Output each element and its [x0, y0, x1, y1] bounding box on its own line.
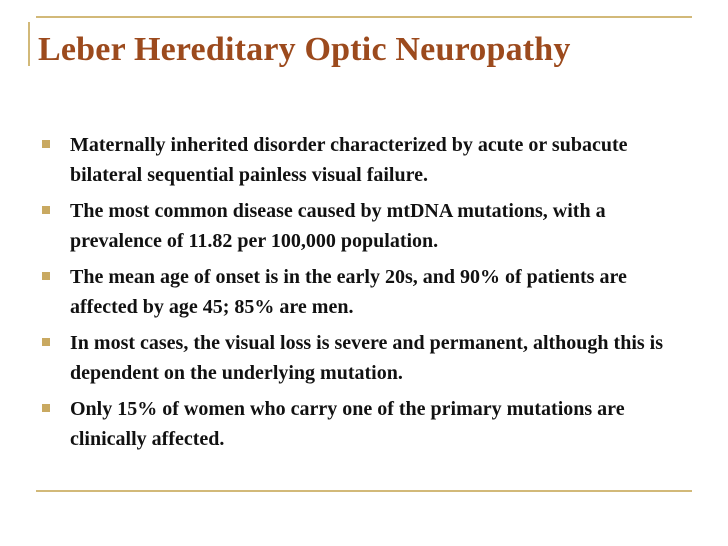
bullet-text: In most cases, the visual loss is severe and permanent, although this is dependent on the underlying mutation.	[70, 332, 664, 384]
bullet-item	[40, 130, 680, 190]
square-bullet-icon	[42, 338, 50, 346]
slide-title: Leber Hereditary Optic Neuropathy	[38, 31, 571, 68]
bullet-item	[40, 262, 680, 322]
bullet-text: Maternally inherited disorder characterized by acute or subacute bilateral sequential painless visual failure.	[70, 134, 628, 186]
bottom-rule	[36, 490, 692, 492]
bullet-text: Only 15% of women who carry one of the primary mutations are clinically affected.	[70, 398, 625, 450]
bullet-item	[40, 196, 680, 256]
bullet-list	[40, 130, 680, 460]
left-rule	[28, 22, 30, 66]
bullet-item	[40, 328, 680, 388]
square-bullet-icon	[42, 404, 50, 412]
bullet-item	[40, 394, 680, 454]
bullet-text: The mean age of onset is in the early 20s, and 90% of patients are affected by age 45; 85% are men.	[70, 266, 627, 318]
square-bullet-icon	[42, 140, 50, 148]
top-rule	[36, 16, 692, 18]
bullet-text: The most common disease caused by mtDNA mutations, with a prevalence of 11.82 per 100,000 population.	[70, 200, 606, 252]
square-bullet-icon	[42, 272, 50, 280]
square-bullet-icon	[42, 206, 50, 214]
